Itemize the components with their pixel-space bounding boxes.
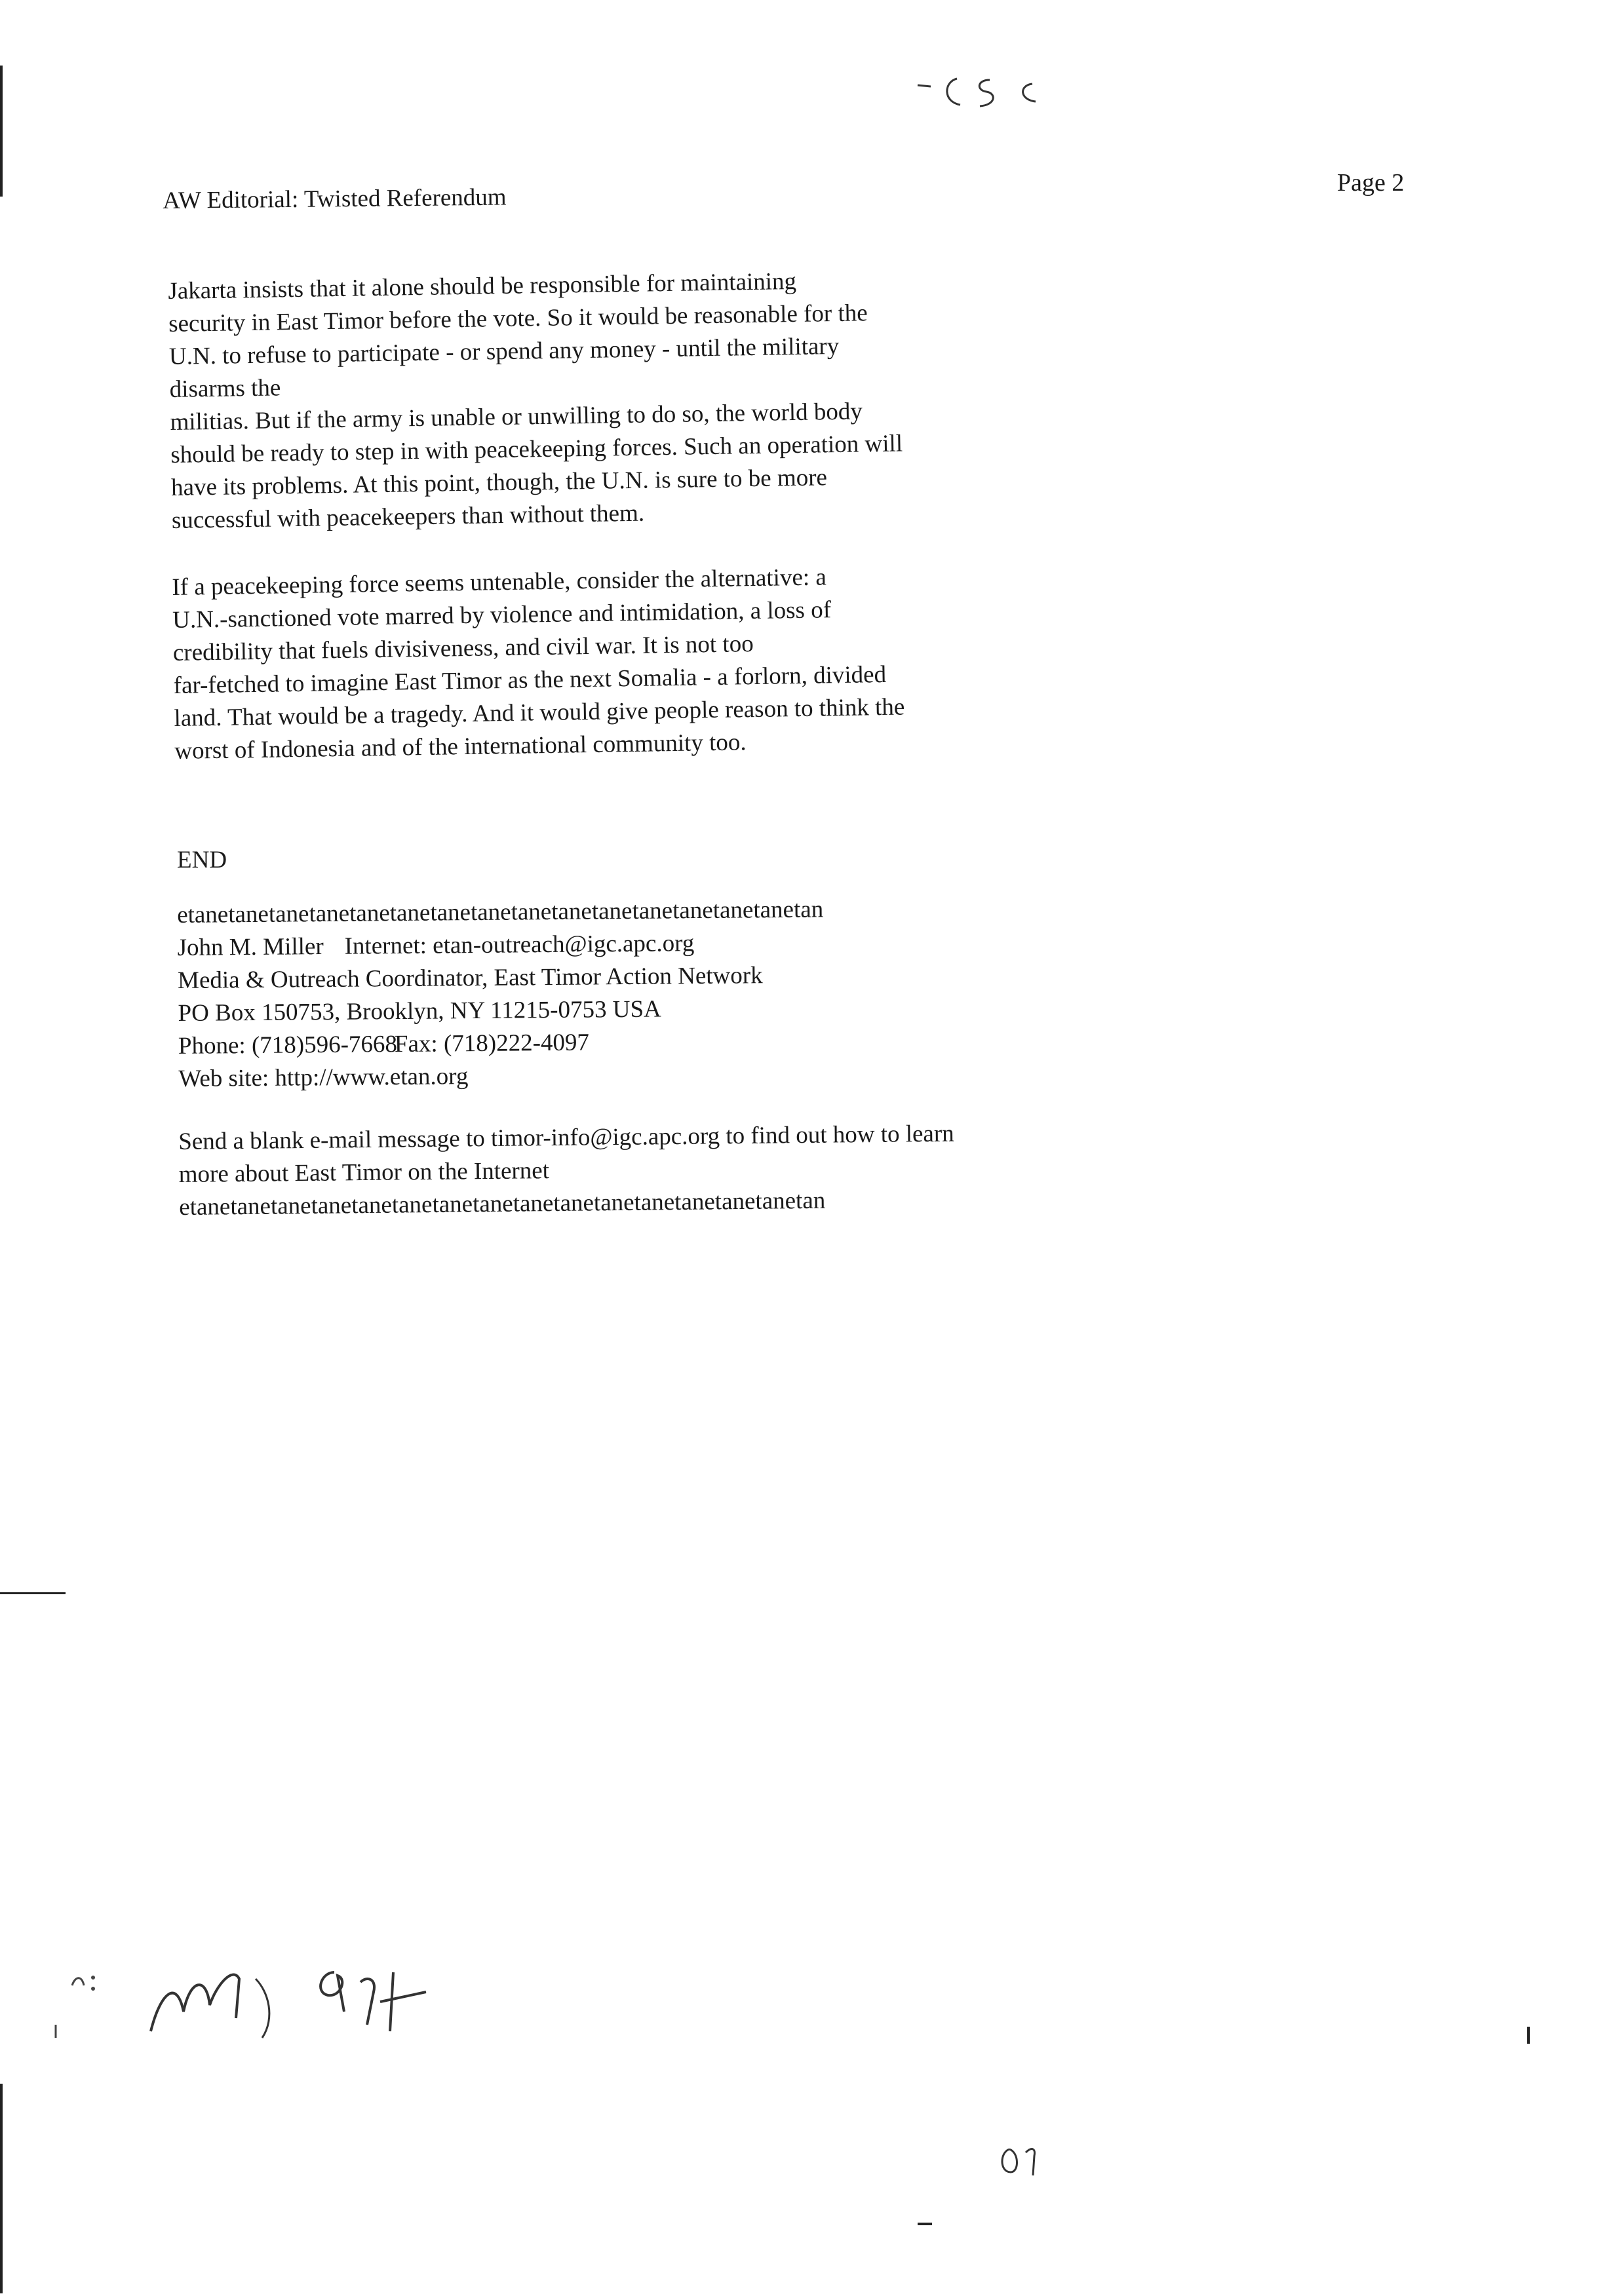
text-line: have its problems. At this point, though, the U.N. is sure to be more (170, 464, 828, 501)
signature-name-row (177, 926, 823, 965)
footer-note-line: more about East Timor on the Internet (178, 1157, 550, 1188)
contact-fax: Fax: (718)222-4097 (394, 1029, 590, 1058)
signature-block (177, 893, 825, 1096)
text-line: successful with peacekeepers than without them. (171, 499, 645, 534)
body-paragraph-1 (168, 263, 904, 537)
footer-note-line: Send a blank e-mail message to timor-info@igc.apc.org to find out how to learn (178, 1120, 954, 1155)
contact-phone: Phone: (718)596-7668 (178, 1031, 398, 1060)
contact-role: Media & Outreach Coordinator, East Timor Action Network (177, 962, 763, 994)
text-line: U.N. to refuse to participate - or spend any money - until the military (168, 332, 840, 370)
contact-internet: Internet: etan-outreach@igc.apc.org (344, 930, 695, 960)
page-number: Page 2 (1337, 169, 1405, 197)
text-line: land. That would be a tragedy. And it would give people reason to think the (174, 693, 905, 732)
handwritten-annotation-bottom-left (46, 1940, 544, 2057)
handwritten-annotation-top (905, 66, 1062, 124)
contact-address: PO Box 150753, Brooklyn, NY 11215-0753 USA (178, 995, 661, 1027)
scan-edge-mark (0, 1592, 66, 1594)
body-paragraph-2 (172, 560, 905, 767)
footer-divider: etanetanetanetanetanetanetanetanetanetanetanetanetanetanetanetan (179, 1187, 826, 1221)
text-line: militias. But if the army is unable or unwilling to do so, the world body (170, 398, 863, 436)
footer-note (178, 1118, 955, 1224)
text-line: far-fetched to imagine East Timor as the next Somalia - a forlorn, divided (173, 660, 887, 699)
text-line: credibility that fuels divisiveness, and civil war. It is not too (172, 630, 754, 666)
handwritten-annotation-bottom-center (996, 2136, 1049, 2189)
text-line: worst of Indonesia and of the international community too. (174, 729, 747, 765)
contact-website: Web site: http://www.etan.org (178, 1063, 469, 1092)
scan-edge-mark (0, 2084, 3, 2293)
text-line: security in East Timor before the vote. So it would be reasonable for the (168, 299, 868, 337)
signature-divider: etanetanetanetanetanetanetanetanetanetanetanetanetanetanetanetan (177, 896, 824, 928)
scan-edge-mark (0, 66, 3, 197)
contact-name: John M. Miller (177, 933, 324, 961)
scan-edge-mark (918, 2223, 932, 2225)
text-line: should be ready to step in with peacekeeping forces. Such an operation will (170, 430, 903, 469)
end-marker: END (177, 847, 227, 873)
signature-phone-row (178, 1024, 825, 1063)
scan-edge-mark (1527, 2027, 1530, 2044)
text-line: disarms the (169, 374, 281, 403)
document-title: AW Editorial: Twisted Referendum (163, 183, 507, 214)
text-line: Jakarta insists that it alone should be responsible for maintaining (168, 267, 797, 305)
text-line: U.N.-sanctioned vote marred by violence and intimidation, a loss of (172, 596, 832, 634)
text-line: If a peacekeeping force seems untenable, consider the alternative: a (172, 564, 827, 601)
